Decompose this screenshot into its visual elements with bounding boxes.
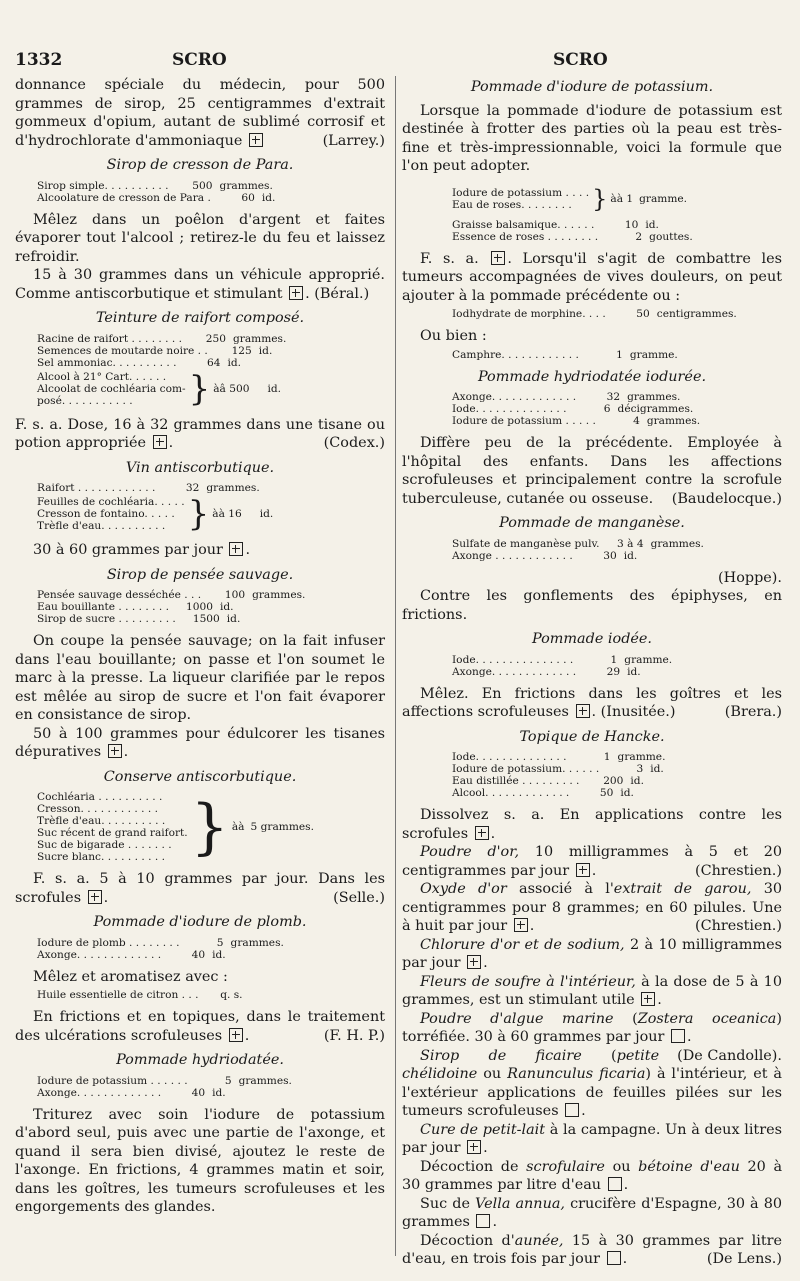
recipe: Camphre. . . . . . . . . . . . 1 gramme. [452, 348, 678, 361]
recipe: Iodure de potassium . . . . . . 5 grammes. Axonge. . . . . . . . . . . . . 40 id. [37, 1074, 292, 1099]
recipe-title: Pommade d'iodure de potassium. [470, 79, 714, 95]
recipe: Pensée sauvage desséchée . . . 100 grammes. Eau bouillante . . . . . . . . 1000 id. Sirop de sucre . . . . . . . . . 1500 id. [37, 589, 306, 625]
paragraph: Oxyde d'or associé à l'extrait de garou, 30 centigrammes pour 8 grammes; en 60 pilules. Une à huit par jour . (Chrestien.) [402, 881, 783, 934]
paragraph: 50 à 100 grammes pour édulcorer les tisanes dépuratives . [15, 725, 385, 760]
paragraph: Mêlez. En frictions dans les goîtres et les affections scrofuleuses . (Inusitée.) (Brera.) [402, 685, 782, 720]
plus-box-icon [153, 435, 167, 449]
box-icon [476, 1214, 490, 1228]
recipe-title: Pommade hydriodatée iodurée. [477, 368, 707, 385]
paragraph: Dissolvez s. a. En applications contre les scrofules . [402, 807, 782, 842]
recipe: Raifort . . . . . . . . . . . . 32 grammes. Feuilles de cochléaria. . . . . Cresson de fontaino. . . . . Trèfle d'eau. . . . . . . . . . } àà 16 id. [37, 482, 274, 534]
paragraph: Sirop de ficaire (petite chélidoine ou Ranunculus ficaria) à l'intérieur, et à l'extérieur applications de feuilles pilées sur les tumeurs scrofuleuses . [402, 1047, 782, 1119]
recipe: Cochléaria . . . . . . . . . . Cresson. . . . . . . . . . . . Trèfle d'eau. . . . . . . . . . Suc récent de grand raifort. Suc de bigarade . . . . . . . Sucre blanc. . . . . . . . . . } àà 5 grammes. [37, 791, 314, 863]
plus-box-icon [467, 1140, 481, 1154]
paragraph: En frictions et en topiques, dans le traitement des ulcérations scrofuleuses . (F. H. P.) [15, 1009, 385, 1044]
recipe: Iodhydrate de morphine. . . . 50 centigrammes. [452, 308, 737, 320]
paragraph: Diffère peu de la précédente. Employée à l'hôpital des enfants. Dans les affections scrofuleuses et principalement contre la scrofule tuberculeuse, cutanée ou osseuse. (Baudelocque.) [402, 435, 782, 507]
recipe-title: Pommade d'iodure de plomb. [93, 914, 307, 930]
plus-box-icon [88, 890, 102, 904]
plus-box-icon [514, 918, 528, 932]
plus-box-icon [641, 992, 655, 1006]
author: (Hoppe). [718, 569, 782, 586]
paragraph: F. s. a. 5 à 10 grammes par jour. Dans les scrofules . (Selle.) [15, 871, 385, 906]
plus-box-icon [576, 863, 590, 877]
box-icon [671, 1029, 685, 1043]
column-divider [395, 76, 396, 1256]
paragraph: Ou bien : [420, 328, 487, 344]
paragraph: 15 à 30 grammes dans un véhicule approprié. Comme antiscorbutique et stimulant . (Béral.) [15, 267, 385, 302]
paragraph: Poudre d'or, 10 milligrammes à 5 et 20 centigrammes par jour . (Chrestien.) [402, 844, 783, 879]
paragraph: Lorsque la pommade d'iodure de potassium est destinée à frotter des parties où la peau est très-fine et très-impressionnable, voici la formule que l'on peut adopter. [402, 102, 782, 174]
paragraph: Mêlez et aromatisez avec : [33, 968, 228, 985]
paragraph: Décoction de scrofulaire ou bétoine d'eau 20 à 30 grammes par litre d'eau . [402, 1158, 783, 1193]
paragraph: Chlorure d'or et de sodium, 2 à 10 milligrammes par jour . [402, 936, 782, 971]
recipe: Huile essentielle de citron . . . q. s. [37, 989, 243, 1001]
left-column [15, 76, 385, 1217]
paragraph: Fleurs de soufre à l'intérieur, à la dose de 5 à 10 grammes, est un stimulant utile . [402, 973, 782, 1008]
recipe-title: Pommade hydriodatée. [116, 1052, 284, 1068]
paragraph: Contre les gonflements des épiphyses, en frictions. [402, 588, 782, 623]
paragraph: F. s. a. Dose, 16 à 32 grammes dans une tisane ou potion appropriée . (Codex.) [15, 416, 385, 451]
plus-box-icon [229, 542, 243, 556]
recipe-title: Topique de Hancke. [519, 728, 665, 745]
paragraph: On coupe la pensée sauvage; on la fait infuser dans l'eau bouillante; on passe et l'on soumet le marc à la presse. La liqueur clarifiée par le repos est mêlée au sirop de sucre et l'on fait évaporer en consistance de sirop. [15, 633, 385, 723]
recipe: Iode. . . . . . . . . . . . . . . 1 gramme. Axonge. . . . . . . . . . . . . 29 id. [452, 653, 673, 678]
page-number: 1332 [15, 50, 63, 70]
recipe-title: Vin antiscorbutique. [125, 459, 275, 476]
paragraph: Cure de petit-lait à la campagne. Un à deux litres par jour . [402, 1121, 782, 1156]
plus-box-icon [491, 251, 505, 265]
paragraph: Triturez avec soin l'iodure de potassium d'abord seul, puis avec une partie de l'axonge, et quand il sera bien divisé, ajoutez le reste de l'axonge. En frictions, 4 grammes matin et soir, dans les goîtres, les tumeurs scrofuleuses et les engorgements des glandes. [15, 1106, 385, 1215]
right-column [402, 76, 782, 1269]
plus-box-icon [289, 286, 303, 300]
plus-box-icon [229, 1028, 243, 1042]
recipe: Racine de raifort . . . . . . . . 250 grammes. Semences de moutarde noire . . 125 id. Sel ammoniac. . . . . . . . . . 64 id. Alcool à 21° Cart. . . . . . Alcoolat de cochléaria com- posé. . . . . . . . . . . } àâ 500 id. [37, 332, 287, 409]
plus-box-icon [249, 133, 263, 147]
recipe: Iode. . . . . . . . . . . . . . 1 gramme. Iodure de potassium. . . . . . 3 id. Eau distillée . . . . . . . . . 200 id. Alcool. . . . . . . . . . . . . 50 id. [452, 751, 666, 799]
recipe-title: Conserve antiscorbutique. [103, 768, 297, 785]
recipe: Iodure de potassium . . . . Eau de roses. . . . . . . . } àà 1 gramme. Graisse balsamique. . . . . . 10 id. Essence de roses . . . . . . . . 2 gouttes. [452, 184, 693, 243]
paragraph: donnance spéciale du médecin, pour 500 grammes de sirop, 25 centigrammes d'extrait gommeux d'opium, autant de sublimé corrosif et d'hydrochlorate d'ammoniaque (Larrey.) [15, 77, 385, 149]
recipe: Sulfate de manganèse pulv. 3 à 4 grammes. Axonge . . . . . . . . . . . . 30 id. [452, 537, 704, 562]
paragraph: Décoction d'aunée, 15 à 30 grammes par litre d'eau, en trois fois par jour . (De Lens.) [402, 1232, 782, 1267]
recipe: Axonge. . . . . . . . . . . . . 32 grammes. Iode. . . . . . . . . . . . . . 6 décigrammes. Iodure de potassium . . . . . 4 grammes. [452, 391, 701, 427]
paragraph: Poudre d'algue marine (Zostera oceanica) torréfiée. 30 à 60 grammes par jour . (De Candolle). [402, 1010, 782, 1064]
recipe-title: Pommade de manganèse. [499, 515, 685, 531]
plus-box-icon [475, 826, 489, 840]
paragraph: Mêlez dans un poêlon d'argent et faites évaporer tout l'alcool ; retirez-le du feu et laissez refroidir. [15, 211, 385, 265]
box-icon [607, 1251, 621, 1265]
plus-box-icon [108, 744, 122, 758]
paragraph: F. s. a. . Lorsqu'il s'agit de combattre les tumeurs accompagnées de vives douleurs, on peut ajouter à la pommade précédente ou : [402, 250, 782, 304]
recipe-title: Sirop de pensée sauvage. [106, 566, 294, 583]
right-running-title: SCRO [553, 50, 608, 70]
plus-box-icon [576, 704, 590, 718]
recipe-title: Teinture de raifort composé. [95, 310, 305, 326]
plus-box-icon [467, 955, 481, 969]
recipe: Sirop simple. . . . . . . . . . 500 grammes. Alcoolature de cresson de Para . 60 id. [37, 179, 276, 204]
paragraph: Suc de Vella annua, crucifère d'Espagne, 30 à 80 grammes . [402, 1195, 783, 1230]
recipe: Iodure de plomb . . . . . . . . 5 grammes. Axonge. . . . . . . . . . . . . 40 id. [37, 936, 284, 961]
box-icon [608, 1177, 622, 1191]
recipe-title: Pommade iodée. [531, 631, 653, 647]
recipe-title: Sirop de cresson de Para. [106, 157, 294, 173]
paragraph: 30 à 60 grammes par jour . [33, 542, 251, 558]
box-icon [565, 1103, 579, 1117]
left-running-title: SCRO [172, 50, 227, 70]
